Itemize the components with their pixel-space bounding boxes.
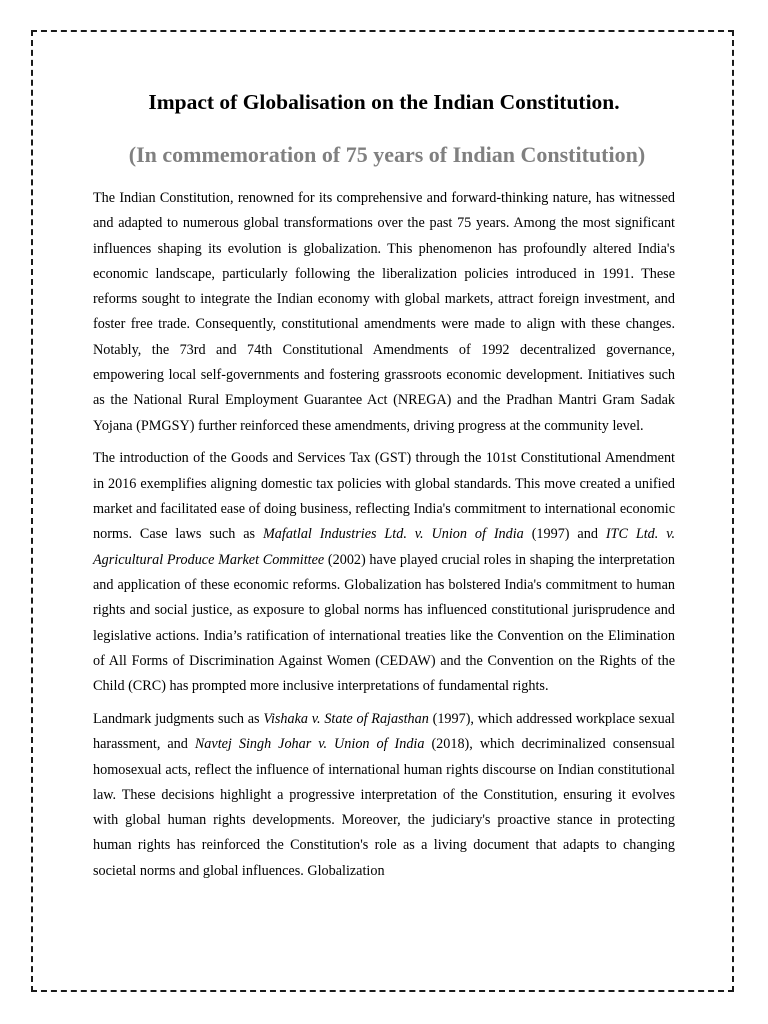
paragraph-1 [93, 186, 675, 439]
document-body [93, 186, 675, 892]
paragraph-text: (2002) have played crucial roles in shaping the interpretation and application of these economic reforms. Globalization has bolstered India's commitment to human rights and social justice, as exposure to global norms has influenced constitutional jurisprudence and legislative actions. India’s ratification of international treaties like the Convention on the Elimination of All Forms of Discrimination Against Women (CEDAW) and the Convention on the Rights of the Child (CRC) has prompted more inclusive interpretations of fundamental rights. [93, 551, 675, 695]
paragraph-text: (1997), which addressed workplace sexual harassment, and [93, 710, 676, 753]
paragraph-text: (2018), which decriminalized consensual homosexual acts, reflect the influence of international human rights discourse on Indian constitutional law. These decisions highlight a progressive interpretation of the Constitution, ensuring it evolves with global human rights developments. Moreover, the judiciary's proactive stance in protecting human rights has reinforced the Constitution's role as a living document that adapts to changing societal norms and global influences. Globalization [93, 736, 676, 879]
paragraph-2 [93, 446, 675, 699]
document-subtitle: (In commemoration of 75 years of Indian Constitution) [128, 142, 646, 167]
document-title: Impact of Globalisation on the Indian Constitution. [148, 90, 620, 114]
paragraph-text: The introduction of the Goods and Services Tax (GST) through the 101st Constitutional Amendment in 2016 exemplifies aligning domestic tax policies with global standards. This move created a unified market and facilitated ease of doing business, reflecting India's commitment to international economic norms. Case laws such as [93, 450, 675, 543]
case-citation-vishaka: Vishaka v. State of Rajasthan [263, 710, 429, 727]
paragraph-text: The Indian Constitution, renowned for its comprehensive and forward-thinking nature, has witnessed and adapted to numerous global transformations over the past 75 years. Among the most significant influences shaping its evolution is globalization. This phenomenon has profoundly altered India's economic landscape, particularly following the liberalization policies introduced in 1991. These reforms sought to integrate the Indian economy with global markets, attract foreign investment, and foster free trade. Consequently, constitutional amendments were made to align with these changes. Notably, the 73rd and 74th Constitutional Amendments of 1992 decentralized governance, empowering local self-governments and fostering grassroots economic development. Initiatives such as the National Rural Employment Guarantee Act (NREGA) and the Pradhan Mantri Gram Sadak Yojana (PMGSY) further reinforced these amendments, driving progress at the community level. [93, 190, 675, 434]
paragraph-text: (1997) and [523, 526, 606, 543]
paragraph-3 [93, 707, 675, 884]
paragraph-text: Landmark judgments such as [93, 710, 264, 727]
case-citation-itc: ITC Ltd. v. Agricultural Produce Market Committee [93, 526, 675, 568]
case-citation-mafatlal: Mafatlal Industries Ltd. v. Union of India [262, 526, 524, 543]
case-citation-navtej: Navtej Singh Johar v. Union of India [194, 736, 425, 753]
